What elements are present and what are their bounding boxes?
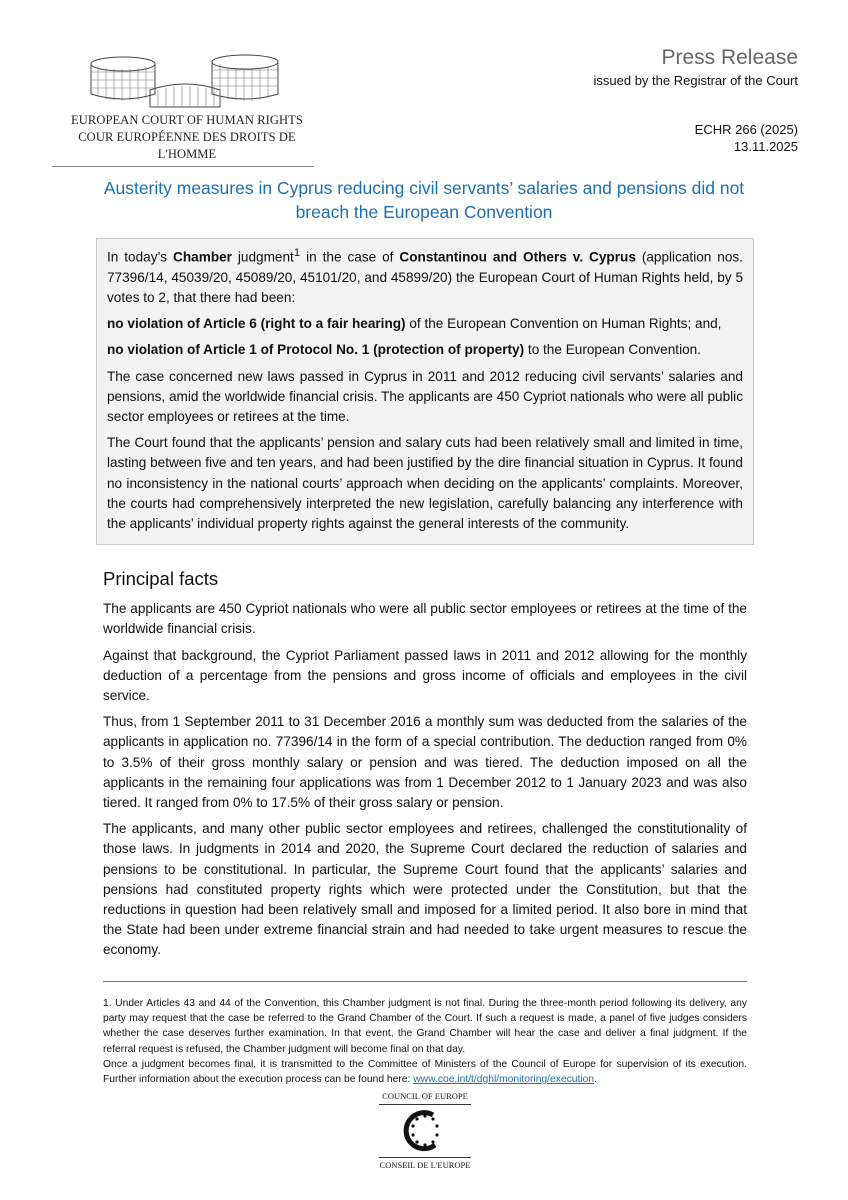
court-logo bbox=[52, 52, 322, 167]
text: In today’s bbox=[107, 249, 174, 265]
text: . bbox=[594, 1074, 597, 1086]
release-date: 13.11.2025 bbox=[733, 139, 798, 154]
principal-facts-section bbox=[103, 567, 747, 960]
footnote-text-2 bbox=[103, 1057, 747, 1088]
facts-paragraph: The applicants are 450 Cypriot nationals who were all public sector employees or retirees at the time of the worldwide financial crisis. bbox=[103, 601, 747, 637]
text: (application nos. 77396/14, 45039/20, 45089/20, 45101/20, and 45899/20) the European Court of Human Rights held, by 5 votes to 2, that there had been: bbox=[107, 249, 743, 305]
coe-emblem bbox=[379, 1104, 471, 1158]
document-body bbox=[96, 238, 754, 1171]
logo-divider bbox=[52, 166, 314, 167]
facts-paragraph: The applicants, and many other public sector employees and retirees, challenged the constitutionality of those laws. In judgments in 2014 and 2020, the Supreme Court declared the reduction of salaries and pensions to be constitutional. In particular, the Supreme Court found that the applicants’ salaries and pensions had constituted property rights which were protected under the Constitution, but that the reductions in question had been relatively small and imposed for a limited period. It also bore in mind that the State had been under extreme financial strain and had needed to take urgent measures to rescue the economy. bbox=[103, 821, 747, 958]
text: to the European Convention. bbox=[524, 342, 701, 358]
case-name: Constantinou and Others v. Cyprus bbox=[399, 249, 636, 265]
text: in the case of bbox=[300, 249, 400, 265]
execution-link[interactable]: www.coe.int/t/dghl/monitoring/execution bbox=[413, 1074, 595, 1086]
court-name-fr: COUR EUROPÉENNE DES DROITS DE L'HOMME bbox=[78, 130, 296, 161]
press-release-label: Press Release bbox=[661, 46, 798, 69]
text: judgment bbox=[231, 249, 294, 265]
footnote-ref[interactable]: 1 bbox=[293, 247, 301, 259]
summary-intro bbox=[107, 243, 743, 308]
page-title: Austerity measures in Cyprus reducing civil servants’ salaries and pensions did not breach the European Convention bbox=[103, 178, 745, 222]
summary-paragraph: The case concerned new laws passed in Cyprus in 2011 and 2012 reducing civil servants’ salaries and pensions, amid the worldwide financial crisis. The applicants are 450 Cypriot nationals who were all public sector employees or retirees at the time. bbox=[107, 368, 743, 424]
text: of the European Convention on Human Rights; and, bbox=[405, 316, 722, 332]
court-building-icon bbox=[90, 52, 280, 112]
finding-bold: no violation of Article 1 of Protocol No. 1 (protection of property) bbox=[107, 342, 525, 358]
coe-name-en: COUNCIL OF EUROPE bbox=[382, 1091, 468, 1102]
facts-paragraph: Thus, from 1 September 2011 to 31 December 2016 a monthly sum was deducted from the salaries of the applicants in application no. 77396/14 in the form of a special contribution. The deduction ranged from 0% to 3.5% of their gross monthly salary or pension and was tiered. The deduction imposed on all the applicants in the remaining four applications was from 1 December 2012 to 1 January 2023 and was also tiered. It ranged from 0% to 17.5% of their gross salary or pension. bbox=[103, 714, 747, 810]
chamber-label: Chamber bbox=[173, 249, 232, 265]
text: Once a judgment becomes final, it is transmitted to the Committee of Ministers of the Council of Europe for supervision of its execution. Further information about the execution process can be found here: bbox=[103, 1058, 747, 1086]
issued-by: issued by the Registrar of the Court bbox=[593, 73, 798, 88]
court-name-en: EUROPEAN COURT OF HUMAN RIGHTS bbox=[71, 113, 303, 127]
footnote-divider bbox=[103, 981, 747, 982]
reference-block bbox=[695, 121, 798, 155]
footnote bbox=[103, 996, 747, 1088]
facts-paragraph: Against that background, the Cypriot Parliament passed laws in 2011 and 2012 allowing for the monthly deduction of a percentage from the pensions and gross income of officials and employees in the civil service. bbox=[103, 647, 747, 703]
finding-article-6 bbox=[107, 314, 743, 334]
coe-stars-icon bbox=[395, 1105, 455, 1157]
coe-name-fr: CONSEIL DE L'EUROPE bbox=[379, 1160, 471, 1171]
footnote-text: 1. Under Articles 43 and 44 of the Convention, this Chamber judgment is not final. During the three-month period following its delivery, any party may request that the case be referred to the Grand Chamber of the Court. If such a request is made, a panel of five judges considers whether the case deserves further examination. In that event, the Grand Chamber will hear the case and deliver a final judgment. If the referral request is refused, the Chamber judgment will become final on that day. bbox=[103, 997, 747, 1055]
summary-paragraph: The Court found that the applicants’ pension and salary cuts had been relatively small and limited in time, lasting between five and ten years, and had been justified by the dire financial situation in Cyprus. It found no inconsistency in the national courts’ approach when deciding on the applicants’ complaints. Moreover, the courts had comprehensively interpreted the new legislation, carefully balancing any interference with the applicants’ individual property rights against the general interests of the community. bbox=[107, 435, 743, 531]
section-heading: Principal facts bbox=[103, 568, 219, 590]
reference-number: ECHR 266 (2025) bbox=[694, 122, 798, 137]
summary-box bbox=[96, 238, 754, 545]
press-release-header bbox=[594, 45, 799, 91]
council-of-europe-logo bbox=[375, 1091, 475, 1171]
finding-protocol-1 bbox=[107, 340, 743, 360]
finding-bold: no violation of Article 6 (right to a fair hearing) bbox=[107, 316, 406, 332]
